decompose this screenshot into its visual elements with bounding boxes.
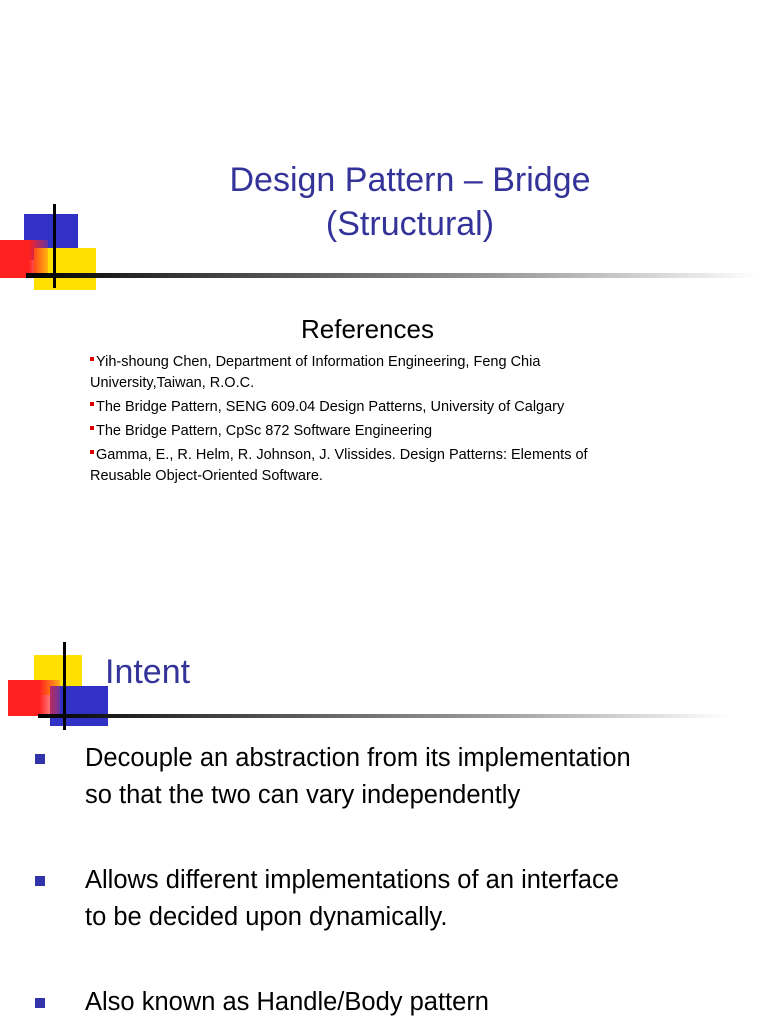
decoration-red-square — [8, 680, 60, 716]
square-bullet-icon — [35, 998, 45, 1008]
references-heading: References — [301, 314, 434, 344]
reference-text: The Bridge Pattern, CpSc 872 Software Engineering — [96, 423, 433, 439]
slide-title-line-2: (Structural) — [325, 205, 495, 243]
reference-item — [90, 352, 710, 394]
intent-bullet-text-continued: so that the two can vary independently — [85, 781, 521, 809]
intent-bullet-text-continued: to be decided upon dynamically. — [85, 903, 448, 931]
intent-bullet-list — [32, 740, 742, 1021]
references-list — [90, 352, 710, 490]
intent-bullet-text: Also known as Handle/Body pattern — [85, 988, 489, 1016]
square-bullet-icon — [35, 876, 45, 886]
square-bullet-icon — [35, 754, 45, 764]
reference-item — [90, 397, 710, 418]
red-bullet-icon — [90, 402, 94, 406]
intent-bullet-item — [32, 984, 742, 1021]
title-horizontal-rule — [26, 273, 758, 278]
reference-text-continued: Reusable Object-Oriented Software. — [90, 468, 323, 484]
intent-decoration — [8, 640, 118, 735]
reference-text: The Bridge Pattern, SENG 609.04 Design Patterns, University of Calgary — [96, 399, 565, 415]
intent-bullet-item — [32, 862, 742, 936]
reference-text-continued: University,Taiwan, R.O.C. — [90, 375, 255, 391]
intent-bullet-text: Decouple an abstraction from its implementation — [85, 744, 631, 772]
title-decoration — [0, 200, 110, 295]
intent-bullet-item — [32, 740, 742, 814]
intent-horizontal-rule — [38, 714, 728, 718]
slide-title — [110, 158, 710, 246]
intent-title: Intent — [105, 653, 191, 691]
red-bullet-icon — [90, 426, 94, 430]
reference-text: Yih-shoung Chen, Department of Information Engineering, Feng Chia — [96, 354, 541, 370]
slide-title-line-1: Design Pattern – Bridge — [229, 161, 591, 199]
red-bullet-icon — [90, 450, 94, 454]
reference-item — [90, 421, 710, 442]
reference-text: Gamma, E., R. Helm, R. Johnson, J. Vlissides. Design Patterns: Elements of — [96, 447, 588, 463]
reference-item — [90, 445, 710, 487]
red-bullet-icon — [90, 357, 94, 361]
intent-bullet-text: Allows different implementations of an interface — [85, 866, 619, 894]
